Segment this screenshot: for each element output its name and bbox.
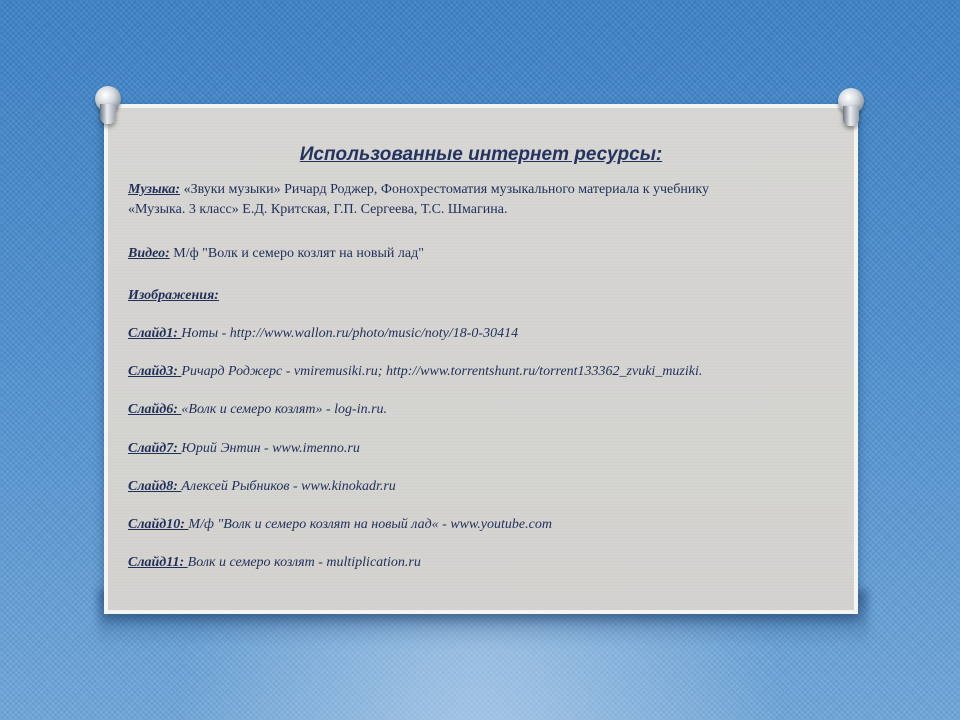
slide-entry-6 <box>128 400 828 420</box>
slide-label: Слайд1: <box>128 326 182 341</box>
slide-label: Слайд8: <box>128 479 182 494</box>
video-entry <box>128 244 828 264</box>
pinned-note-card <box>104 104 858 614</box>
music-text-line1: «Звуки музыки» Ричард Роджер, Фонохрестоматия музыкального материала к учебнику <box>180 182 709 197</box>
slide-label: Слайд7: <box>128 441 182 456</box>
video-text: М/ф "Волк и семеро козлят на новый лад" <box>169 246 424 261</box>
pushpin-icon <box>834 88 868 132</box>
slide-entry-3 <box>128 362 828 382</box>
slide-text[interactable]: Ричард Роджерс - vmiremusiki.ru; http://www.torrentshunt.ru/torrent133362_zvuki_muziki. <box>181 364 703 379</box>
music-text-line2: «Музыка. 3 класс» Е.Д. Критская, Г.П. Сергеева, Т.С. Шмагина. <box>128 202 508 217</box>
slide-text[interactable]: Ноты - http://www.wallon.ru/photo/music/noty/18-0-30414 <box>181 326 519 341</box>
music-label: Музыка: <box>128 182 181 197</box>
music-entry <box>128 180 828 220</box>
slide-entry-11 <box>128 553 828 573</box>
slide-text[interactable]: М/ф "Волк и семеро козлят на новый лад« - www.youtube.com <box>188 517 552 532</box>
slide-entry-8 <box>128 477 828 497</box>
slide-text[interactable]: Волк и семеро козлят - multiplication.ru <box>187 555 421 570</box>
images-label: Изображения: <box>128 288 219 303</box>
slide-label: Слайд11: <box>128 555 188 570</box>
pushpin-icon <box>91 86 125 130</box>
slide-entry-10 <box>128 515 828 535</box>
images-heading <box>128 286 828 306</box>
slide-label: Слайд3: <box>128 364 182 379</box>
slide-text[interactable]: Алексей Рыбников - www.kinokadr.ru <box>181 479 396 494</box>
page-title: Использованные интернет ресурсы: <box>299 144 663 165</box>
slide-text[interactable]: «Волк и семеро козлят» - log-in.ru. <box>181 402 388 417</box>
slide-entry-7 <box>128 439 828 459</box>
slide-entry-1 <box>128 324 828 344</box>
video-label: Видео: <box>128 246 170 261</box>
slide-text[interactable]: Юрий Энтин - www.imenno.ru <box>181 441 360 456</box>
slide-label: Слайд6: <box>128 402 182 417</box>
slide-label: Слайд10: <box>128 517 189 532</box>
resources-content <box>108 108 854 610</box>
